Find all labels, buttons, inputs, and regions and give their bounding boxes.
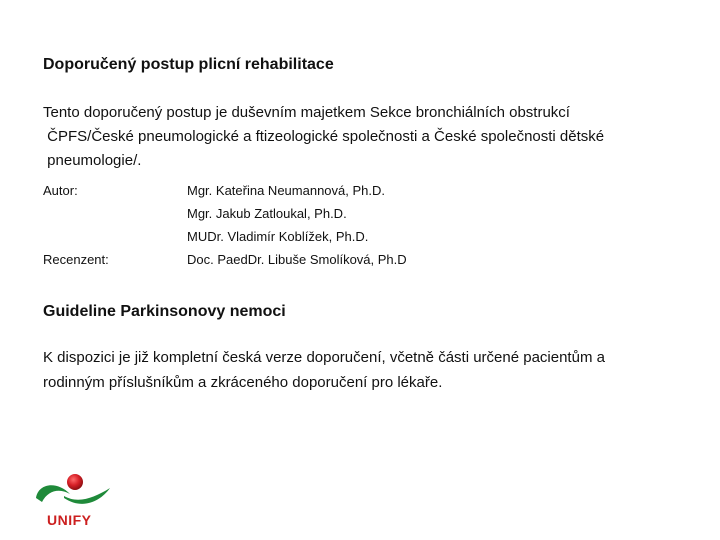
author-label: Autor:	[43, 183, 78, 198]
description-line: Tento doporučený postup je duševním majetkem Sekce bronchiálních obstrukcí	[43, 104, 570, 121]
logo-left-swoosh-icon	[36, 485, 70, 502]
description-line: ČPFS/České pneumologické a ftizeologické společnosti a České společnosti dětské	[43, 128, 605, 145]
section-title-parkinson: Guideline Parkinsonovy nemoci	[43, 303, 286, 320]
author-name: Mgr. Kateřina Neumannová, Ph.D.	[187, 183, 385, 198]
reviewer-name: Doc. PaedDr. Libuše Smolíková, Ph.D	[187, 252, 407, 267]
logo-right-swoosh-icon	[64, 488, 110, 504]
description-line: pneumologie/.	[43, 152, 142, 169]
author-row	[43, 179, 407, 202]
description-line: K dispozici je již kompletní česká verze doporučení, včetně části určené pacientům a	[43, 349, 605, 366]
author-row	[43, 225, 407, 248]
parkinson-description	[43, 345, 683, 395]
author-name: MUDr. Vladimír Koblížek, Ph.D.	[187, 229, 369, 244]
rehabilitation-description	[43, 101, 673, 173]
logo-ball-icon	[67, 474, 83, 490]
reviewer-label: Recenzent:	[43, 252, 109, 267]
logo-text: UNIFY	[47, 512, 92, 528]
author-row	[43, 202, 407, 225]
author-name: Mgr. Jakub Zatloukal, Ph.D.	[187, 206, 347, 221]
section-title-rehabilitation: Doporučený postup plicní rehabilitace	[43, 56, 334, 73]
credits-block	[43, 179, 407, 271]
reviewer-row	[43, 248, 407, 271]
description-line: rodinným příslušníkům a zkráceného doporučení pro lékaře.	[43, 374, 443, 391]
